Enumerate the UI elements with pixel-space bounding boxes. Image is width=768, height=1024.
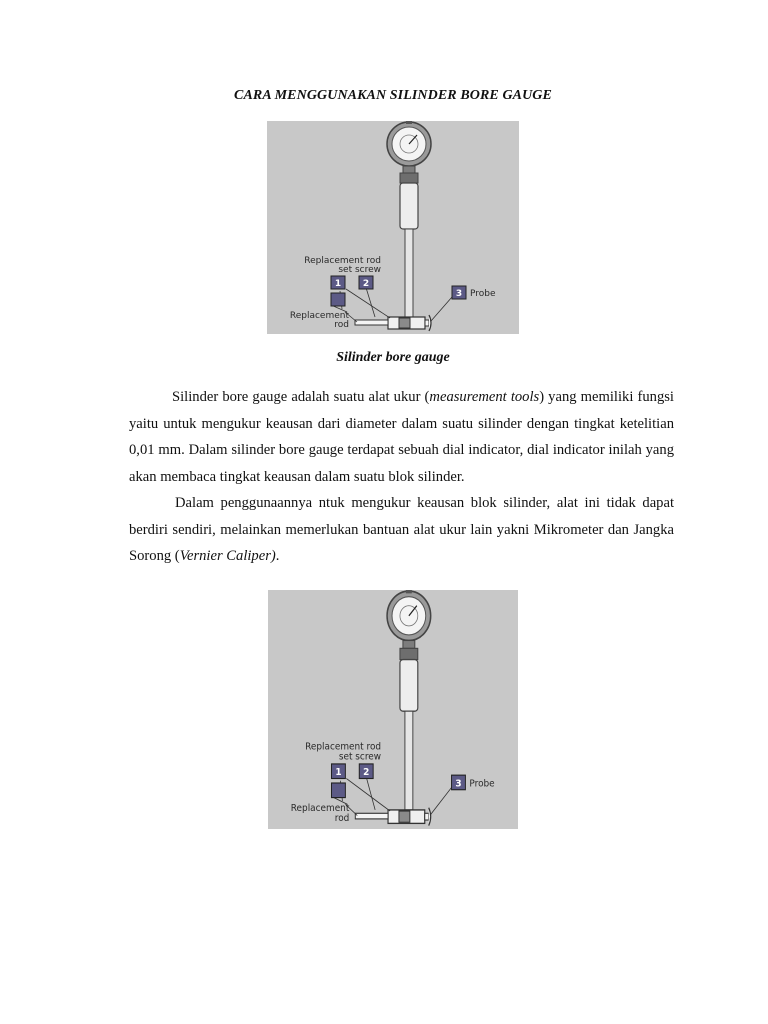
handle-grip <box>400 183 418 229</box>
svg-text:3: 3 <box>455 289 463 299</box>
label-set-screw-line2: set screw <box>338 265 381 275</box>
label-probe: Probe <box>470 289 496 299</box>
label-probe: Probe <box>469 777 495 790</box>
label-rod-line1: Replacement <box>289 311 349 321</box>
probe <box>425 813 429 820</box>
label-rod-line1: Replacement <box>290 802 350 815</box>
replacement-rod <box>355 320 388 325</box>
replacement-rod <box>355 813 388 819</box>
label-set-screw-line2: set screw <box>338 750 382 763</box>
bore-gauge-diagram <box>267 121 519 334</box>
document-title: CARA MENGGUNAKAN SILINDER BORE GAUGE <box>234 88 552 103</box>
gauge-shaft <box>405 711 413 810</box>
figure-caption: Silinder bore gauge <box>336 350 450 365</box>
probe <box>425 320 429 326</box>
badge-1-marker <box>331 293 345 306</box>
bore-gauge-figure-2 <box>268 590 518 829</box>
handle-grip <box>400 660 418 712</box>
body-text <box>129 384 674 570</box>
label-rod-line2: rod <box>334 812 350 825</box>
badge-1-marker <box>331 783 345 798</box>
bore-gauge-figure <box>267 121 519 334</box>
svg-text:1: 1 <box>334 279 342 289</box>
svg-text:1: 1 <box>335 766 342 779</box>
label-rod-line2: rod <box>334 320 349 330</box>
label-set-screw-line1: Replacement rod <box>305 740 382 753</box>
label-set-screw-line1: Replacement rod <box>304 256 381 266</box>
paragraph-1: Silinder bore gauge adalah suatu alat ukur (measurement tools) yang memiliki fungsi yaitu untuk mengukur keausan dari diameter dalam suatu silinder dengan tingkat ketelitian 0,01 mm. Dalam silinder bore gauge terdapat sebuah dial indicator, dial indicator inilah yang akan membaca tingkat keausan dalam suatu blok silinder. <box>129 389 674 485</box>
bore-gauge-diagram-2 <box>268 590 518 829</box>
svg-text:2: 2 <box>363 766 370 779</box>
gauge-shaft <box>405 229 413 317</box>
svg-text:2: 2 <box>362 279 370 289</box>
paragraph-2: Dalam penggunaannya ntuk mengukur keausan blok silinder, alat ini tidak dapat berdiri sendiri, melainkan memerlukan bantuan alat ukur lain yakni Mikrometer dan Jangka Sorong (Vernier Caliper). <box>129 495 674 564</box>
svg-text:3: 3 <box>455 777 462 790</box>
